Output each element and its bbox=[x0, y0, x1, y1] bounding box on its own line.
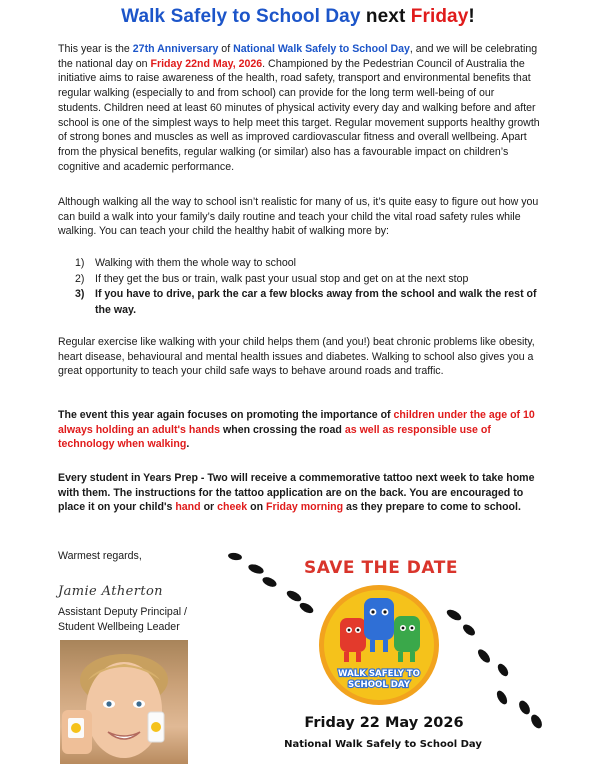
footprint-icon bbox=[461, 622, 477, 637]
logo-line-1: WALK SAFELY TO bbox=[338, 669, 420, 679]
list-number: 1) bbox=[75, 257, 85, 269]
tattoo-text-3: on bbox=[247, 501, 266, 514]
anniversary-highlight: 27th Anniversary bbox=[132, 43, 219, 55]
poster-date: Friday 22 May 2026 bbox=[304, 715, 464, 731]
footprint-icon bbox=[476, 647, 492, 664]
role-line-1: Assistant Deputy Principal / bbox=[58, 606, 187, 618]
list-item bbox=[58, 287, 540, 318]
tattoo-text-1: Every student in Years Prep - Two will receive a commemorative tattoo next week to take home with them. The instructions for the tattoo application are on the back. You are encouraged to place it on your child's bbox=[58, 472, 535, 514]
focus-highlight-hands: children under the age of 10 always holding an adult's hands bbox=[58, 409, 535, 436]
footprint-icon bbox=[298, 601, 315, 615]
tattoo-paragraph bbox=[58, 471, 540, 515]
footprint-icon bbox=[529, 713, 544, 730]
list-item-text: Walking with them the whole way to school bbox=[95, 257, 296, 269]
student-illustration bbox=[60, 640, 188, 764]
footprint-icon bbox=[496, 662, 511, 678]
title-friday: Friday bbox=[410, 6, 469, 27]
logo-line-2: SCHOOL DAY bbox=[348, 680, 410, 690]
signatory-role bbox=[58, 605, 187, 634]
national-day-highlight: National Walk Safely to School Day bbox=[233, 43, 410, 55]
focus-paragraph bbox=[58, 408, 540, 452]
footprint-icon bbox=[247, 563, 265, 576]
closing-line: Warmest regards, bbox=[58, 550, 142, 562]
intro-text-3: , and we will be celebrating the national day on bbox=[58, 43, 538, 70]
intro-text-1: This year is the bbox=[58, 43, 133, 55]
focus-highlight-technology: as well as responsible use of technology when walking bbox=[58, 423, 491, 451]
benefits-paragraph: Regular exercise like walking with your child helps them (and you!) beat chronic problems like obesity, heart disease, behavioural and mental health issues and diabetes. Walking to school also gives you a great opportunity to teach your child safe ways to behave around roads and traffic. bbox=[58, 336, 535, 378]
event-date-highlight: Friday 22nd May, 2026 bbox=[150, 57, 263, 70]
intro-text-4: . Championed by the Pedestrian Council of Australia the initiative aims to raise awareness of the health, road safety, transport and environmental benefits that regular walking (especially to and from school) can provide for the long term well-being of our students. Children need at least 60 minutes of physical activity every day and walking before and after school is one of the simplest ways to help meet this target. Regular movement supports healthy growth of strong bones and muscles as well as improved cardiovascular fitness and overall wellbeing. Apart from the physical benefits, regular walking (or similar) also has a favourable impact on children’s cognitive and academic performance. bbox=[58, 57, 540, 173]
tattoo-text-4: as they prepare to come to school. bbox=[343, 501, 521, 514]
intro-text-2: of bbox=[218, 43, 234, 55]
tattoo-highlight-cheek: cheek bbox=[217, 501, 248, 514]
title-main: Walk Safely to School Day bbox=[121, 6, 361, 27]
title-next: next bbox=[360, 6, 411, 27]
footprint-icon bbox=[445, 608, 463, 623]
footprint-icon bbox=[517, 699, 532, 716]
signature: Jamie Atherton bbox=[58, 584, 163, 599]
list-item-text: If they get the bus or train, walk past your usual stop and get on at the next stop bbox=[95, 272, 469, 285]
tattoo-highlight-friday: Friday morning bbox=[266, 501, 344, 514]
role-line-2: Student Wellbeing Leader bbox=[58, 620, 180, 633]
list-item bbox=[58, 272, 540, 288]
page-title bbox=[0, 6, 596, 28]
tattoo-text-2: or bbox=[200, 501, 218, 514]
footprint-icon bbox=[261, 575, 278, 589]
title-exclaim: ! bbox=[468, 6, 475, 27]
list-item bbox=[58, 256, 540, 272]
list-number: 3) bbox=[75, 288, 85, 300]
walking-tips-list bbox=[58, 256, 540, 318]
focus-text-1: The event this year again focuses on promoting the importance of bbox=[58, 409, 394, 421]
footprint-icon bbox=[285, 589, 303, 604]
habit-paragraph: Although walking all the way to school isn’t realistic for many of us, it’s quite easy to figure out how you can build a walk into your family’s daily routine and teach your child the vital road safety rules while walking. You can teach your child the healthy habit of walking more by: bbox=[58, 196, 539, 238]
save-the-date-heading: SAVE THE DATE bbox=[304, 558, 458, 578]
intro-paragraph bbox=[58, 42, 540, 174]
poster-event-name: National Walk Safely to School Day bbox=[284, 739, 482, 750]
walk-safely-logo bbox=[318, 584, 440, 706]
student-photo bbox=[60, 640, 188, 764]
focus-text-2: when crossing the road bbox=[220, 423, 345, 436]
footprint-icon bbox=[495, 689, 509, 706]
list-number: 2) bbox=[75, 272, 85, 285]
focus-text-3: . bbox=[186, 438, 190, 451]
list-item-text: If you have to drive, park the car a few blocks away from the school and walk the rest of the way. bbox=[95, 288, 537, 316]
tattoo-highlight-hand: hand bbox=[175, 501, 201, 514]
